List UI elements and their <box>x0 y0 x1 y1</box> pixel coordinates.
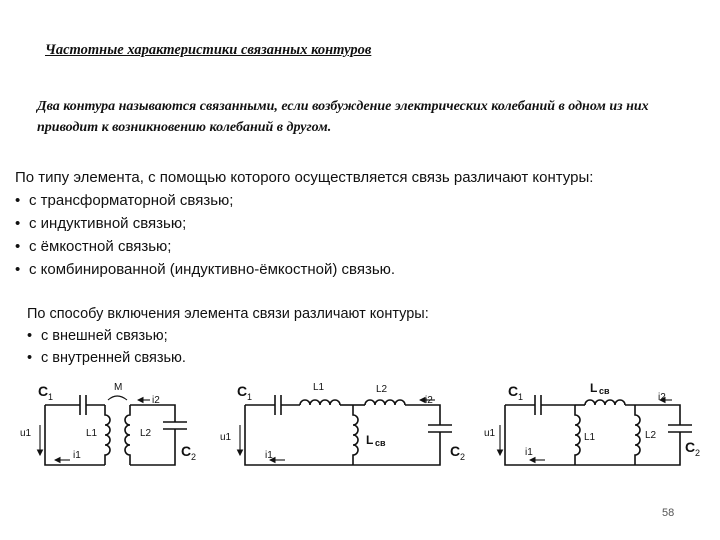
u1-label: u1 <box>20 428 32 439</box>
list-item-text: с внешней связью; <box>41 328 168 344</box>
i2-label: i2 <box>658 392 666 403</box>
c2-subscript: 2 <box>460 452 466 462</box>
c1-subscript: 1 <box>48 392 54 402</box>
list-item: • с комбинированной (индуктивно-ёмкостной) связью. <box>15 261 396 278</box>
list-item: • с внешней связью; <box>27 328 168 344</box>
c2-label: C <box>181 443 192 459</box>
c1-label: C <box>508 383 519 399</box>
lsv-subscript: св <box>375 438 386 448</box>
c1-label: C <box>237 383 248 399</box>
i1-label: i1 <box>73 450 81 461</box>
slide-title: Частотные характеристики связанных контуров <box>45 42 372 58</box>
coupling-by-element-block <box>15 166 593 281</box>
i2-label: i2 <box>425 395 433 406</box>
list-item: • с ёмкостной связью; <box>15 238 172 255</box>
circuit-diagrams <box>0 370 720 480</box>
c1-subscript: 1 <box>247 392 253 402</box>
mutual-inductance-label: M <box>114 382 123 393</box>
inductive-coupling-labels <box>220 382 465 462</box>
list-item-text: с ёмкостной связью; <box>29 238 172 255</box>
list-item: • с трансформаторной связью; <box>15 192 234 209</box>
transformer-coupling-circuit <box>40 395 187 465</box>
page-number: 58 <box>662 507 675 519</box>
i1-label: i1 <box>265 450 273 461</box>
coupling-by-element-intro: По типу элемента, с помощью которого осуществляется связь различают контуры: <box>15 169 594 186</box>
c2-label: C <box>685 439 696 455</box>
list-item-text: с трансформаторной связью; <box>29 192 234 209</box>
l1-label: L1 <box>584 432 596 443</box>
i1-label: i1 <box>525 447 533 458</box>
coupling-by-inclusion-block <box>27 303 429 369</box>
list-item: • с внутренней связью. <box>27 350 186 366</box>
u1-label: u1 <box>484 428 496 439</box>
l2-label: L2 <box>645 430 657 441</box>
c2-subscript: 2 <box>191 452 197 462</box>
c1-label: C <box>38 383 49 399</box>
i2-label: i2 <box>152 395 160 406</box>
list-item: • с индуктивной связью; <box>15 215 187 232</box>
l1-label: L1 <box>313 382 325 393</box>
list-item-text: с внутренней связью. <box>41 350 186 366</box>
lsv-subscript: св <box>599 386 610 396</box>
definition-text: Два контура называются связанными, если возбуждение электрических колебаний в одном из них приводит к возникновению колебаний в другом. <box>37 99 649 135</box>
list-item-text: с индуктивной связью; <box>29 215 187 232</box>
c2-subscript: 2 <box>695 448 701 458</box>
u1-label: u1 <box>220 432 232 443</box>
l1-label: L1 <box>86 428 98 439</box>
combined-coupling-labels <box>484 381 700 458</box>
list-item-text: с комбинированной (индуктивно-ёмкостной) связью. <box>29 261 396 278</box>
l2-label: L2 <box>376 384 388 395</box>
c1-subscript: 1 <box>518 392 524 402</box>
lsv-label: L <box>590 381 598 395</box>
lsv-label: L <box>366 433 374 447</box>
l2-label: L2 <box>140 428 152 439</box>
c2-label: C <box>450 443 461 459</box>
coupling-by-inclusion-intro: По способу включения элемента связи различают контуры: <box>27 306 429 322</box>
